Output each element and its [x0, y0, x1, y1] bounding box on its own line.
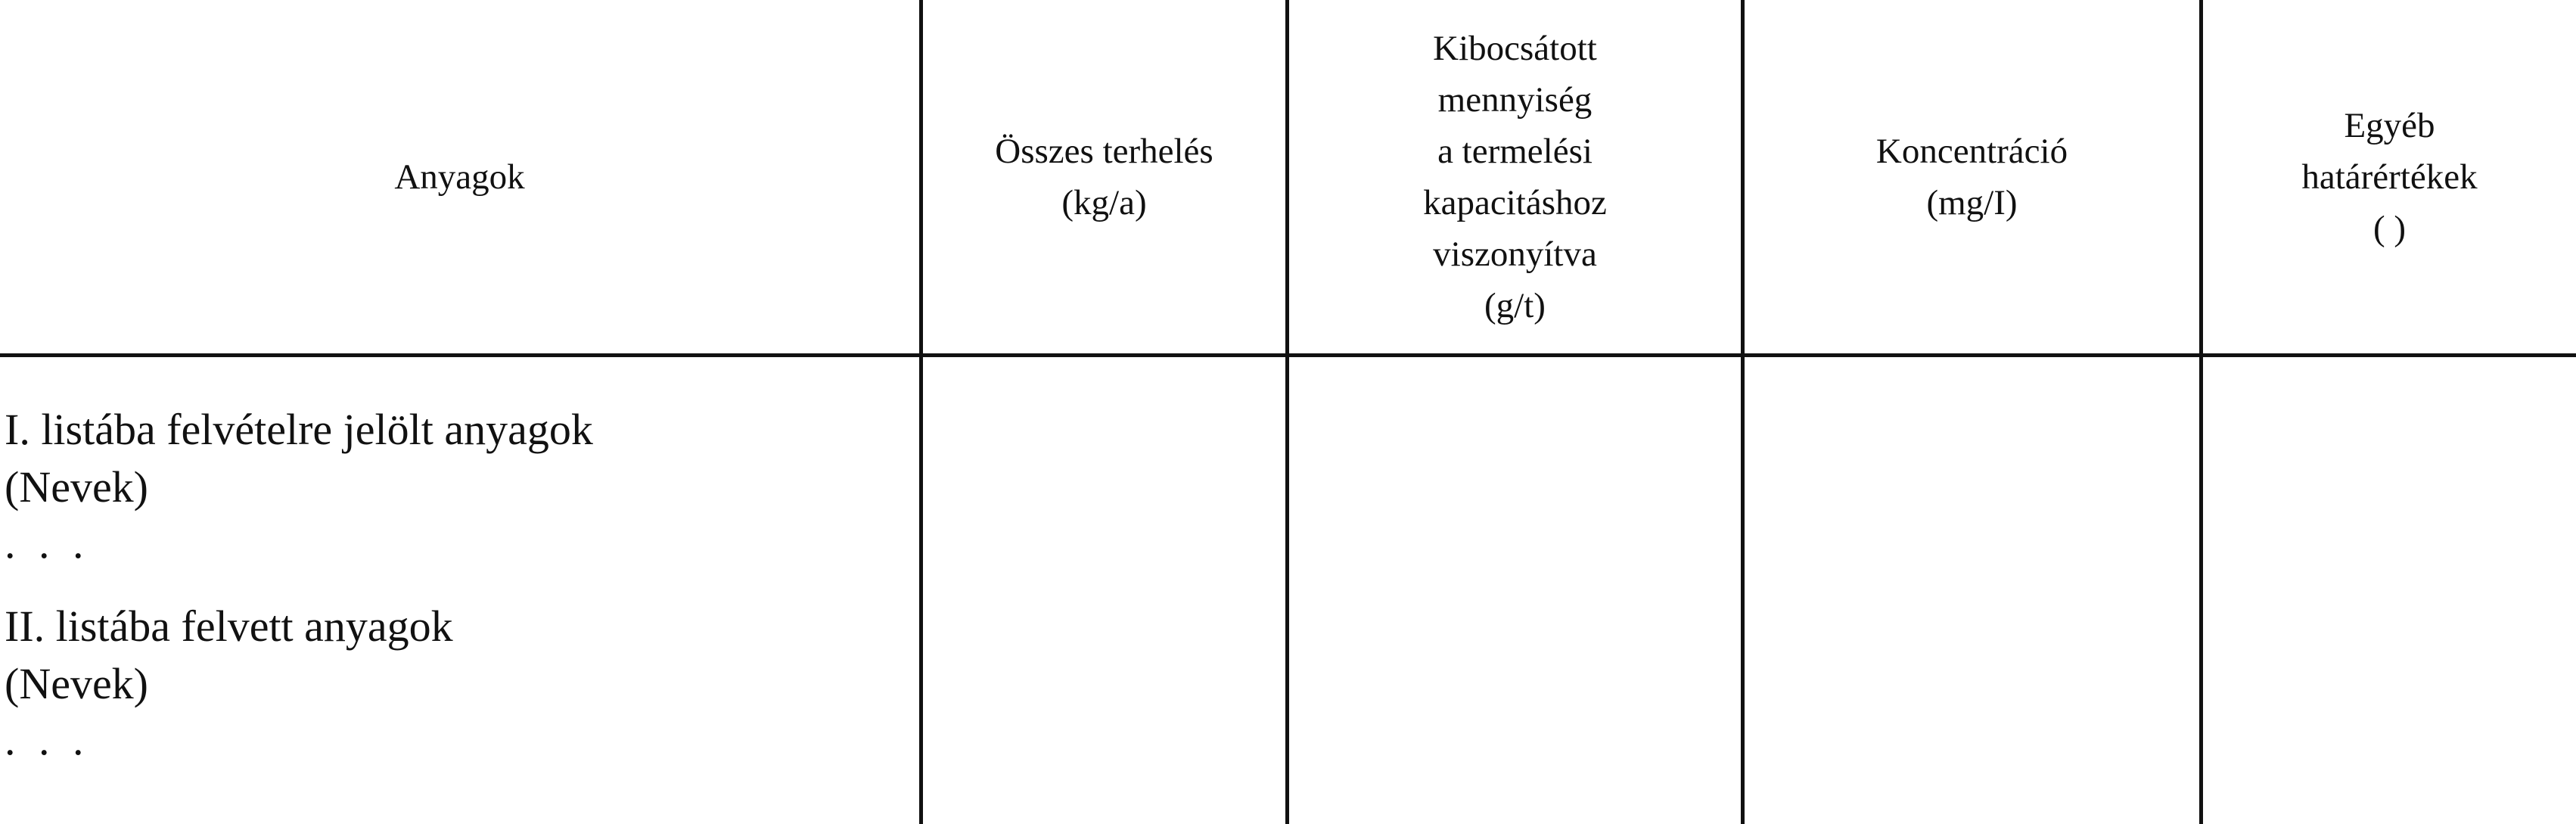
header-total-load [923, 0, 1285, 353]
header-other-limits-unit: ( ) [2372, 208, 2407, 248]
header-emitted-amount-line3: a termelési [1437, 131, 1593, 171]
header-emitted-amount-line2: mennyiség [1437, 79, 1593, 120]
header-emitted-amount [1289, 0, 1741, 353]
emitted-amount-cell [1289, 357, 1741, 824]
header-concentration-line1: Koncentráció [1875, 131, 2068, 171]
concentration-cell [1745, 357, 2199, 824]
header-emitted-amount-line4: kapacitáshoz [1423, 182, 1607, 222]
header-emitted-amount-unit: (g/t) [1484, 285, 1546, 325]
list-1-names: (Nevek) [5, 462, 149, 512]
header-other-limits [2203, 0, 2576, 353]
header-concentration [1745, 0, 2199, 353]
list-2-title: II. listába felvett anyagok [5, 602, 453, 651]
header-total-load-line1: Összes terhelés [995, 131, 1213, 171]
other-limits-cell [2203, 357, 2576, 824]
header-substances [0, 0, 919, 353]
substances-cell [5, 401, 912, 794]
header-emitted-amount-line5: viszonyítva [1433, 234, 1597, 274]
header-emitted-amount-line1: Kibocsátott [1433, 28, 1597, 68]
header-other-limits-line1: Egyéb [2344, 105, 2435, 145]
header-concentration-unit: (mg/I) [1926, 182, 2018, 222]
total-load-cell [923, 357, 1285, 824]
list-1-title: I. listába felvételre jelölt anyagok [5, 405, 593, 454]
list-1-ellipsis: . . . [5, 518, 90, 567]
header-total-load-unit: (kg/a) [1061, 182, 1147, 222]
list-2-names: (Nevek) [5, 659, 149, 708]
list-2-ellipsis: . . . [5, 715, 90, 764]
header-substances-text: Anyagok [394, 157, 525, 197]
header-other-limits-line2: határértékek [2301, 157, 2478, 197]
